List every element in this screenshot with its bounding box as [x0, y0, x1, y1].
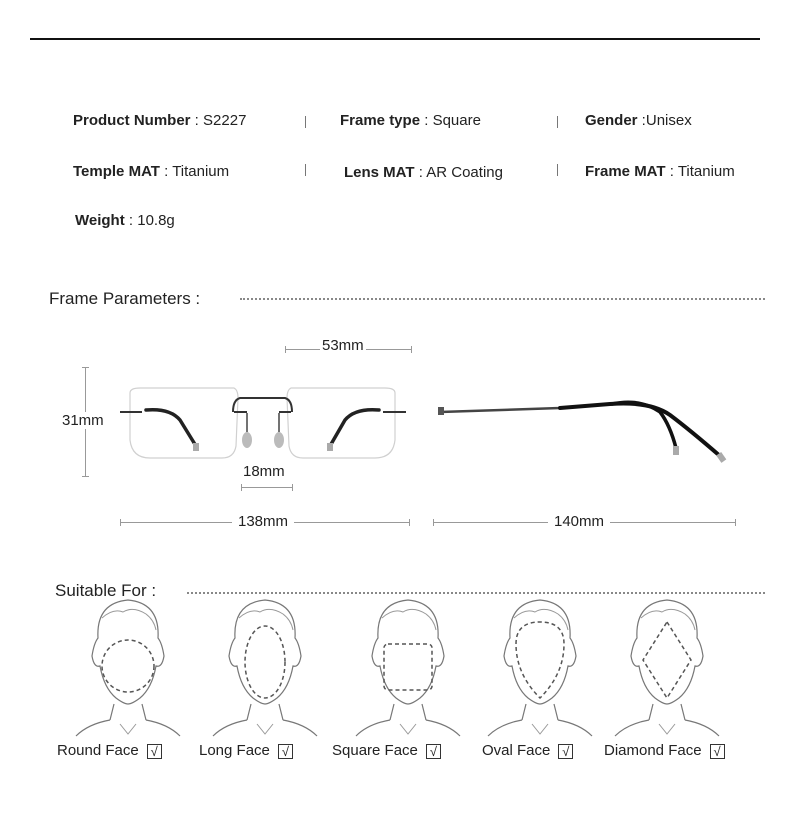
square-face-icon	[356, 600, 460, 736]
diamond-face-icon	[615, 600, 719, 736]
checkbox-icon: √	[710, 744, 725, 759]
face-label: Square Face	[332, 742, 418, 759]
temple-length-label: 140mm	[548, 513, 610, 530]
face-square	[332, 742, 441, 759]
spec-frame-mat: Frame MAT : Titanium	[585, 163, 735, 180]
round-face-icon	[76, 600, 180, 736]
suitable-for-title: Suitable For :	[55, 581, 157, 600]
checkbox-icon: √	[278, 744, 293, 759]
checkbox-icon: √	[147, 744, 162, 759]
checkbox-icon: √	[426, 744, 441, 759]
face-diamond	[604, 742, 725, 759]
spec-frame-type: Frame type : Square	[340, 112, 481, 129]
face-oval	[482, 742, 573, 759]
spec-label: Frame MAT	[585, 163, 666, 180]
spec-label: Weight	[75, 212, 125, 229]
lens-height-label: 31mm	[62, 412, 104, 429]
oval-face-icon	[488, 600, 592, 736]
spec-value: Square	[432, 112, 481, 129]
spec-weight: Weight : 10.8g	[75, 212, 175, 229]
face-long	[199, 742, 293, 759]
spec-label: Product Number	[73, 112, 191, 129]
spec-gender: Gender :Unisex	[585, 112, 692, 129]
long-face-icon	[213, 600, 317, 736]
face-round	[57, 742, 162, 759]
spec-product-number: Product Number : S2227	[73, 112, 247, 129]
spec-temple-mat: Temple MAT : Titanium	[73, 163, 230, 180]
spec-value: 10.8g	[137, 212, 175, 229]
face-label: Diamond Face	[604, 742, 702, 759]
spec-label: Temple MAT	[73, 163, 160, 180]
spec-label: Lens MAT	[344, 164, 415, 181]
spec-lens-mat: Lens MAT : AR Coating	[344, 164, 503, 181]
face-label: Oval Face	[482, 742, 551, 759]
face-label: Round Face	[57, 742, 139, 759]
spec-value: Titanium	[677, 163, 735, 180]
spec-value: Titanium	[172, 163, 230, 180]
bridge-label: 18mm	[243, 463, 285, 480]
face-label: Long Face	[199, 742, 270, 759]
lens-width-label: 53mm	[322, 337, 364, 354]
frame-parameters-title: Frame Parameters :	[49, 289, 201, 308]
checkbox-icon: √	[558, 744, 573, 759]
spec-label: Gender	[585, 112, 638, 129]
frame-width-label: 138mm	[232, 513, 294, 530]
spec-label: Frame type	[340, 112, 421, 129]
spec-value: S2227	[203, 112, 247, 129]
spec-value: Unisex	[645, 112, 692, 129]
spec-value: AR Coating	[426, 164, 503, 181]
